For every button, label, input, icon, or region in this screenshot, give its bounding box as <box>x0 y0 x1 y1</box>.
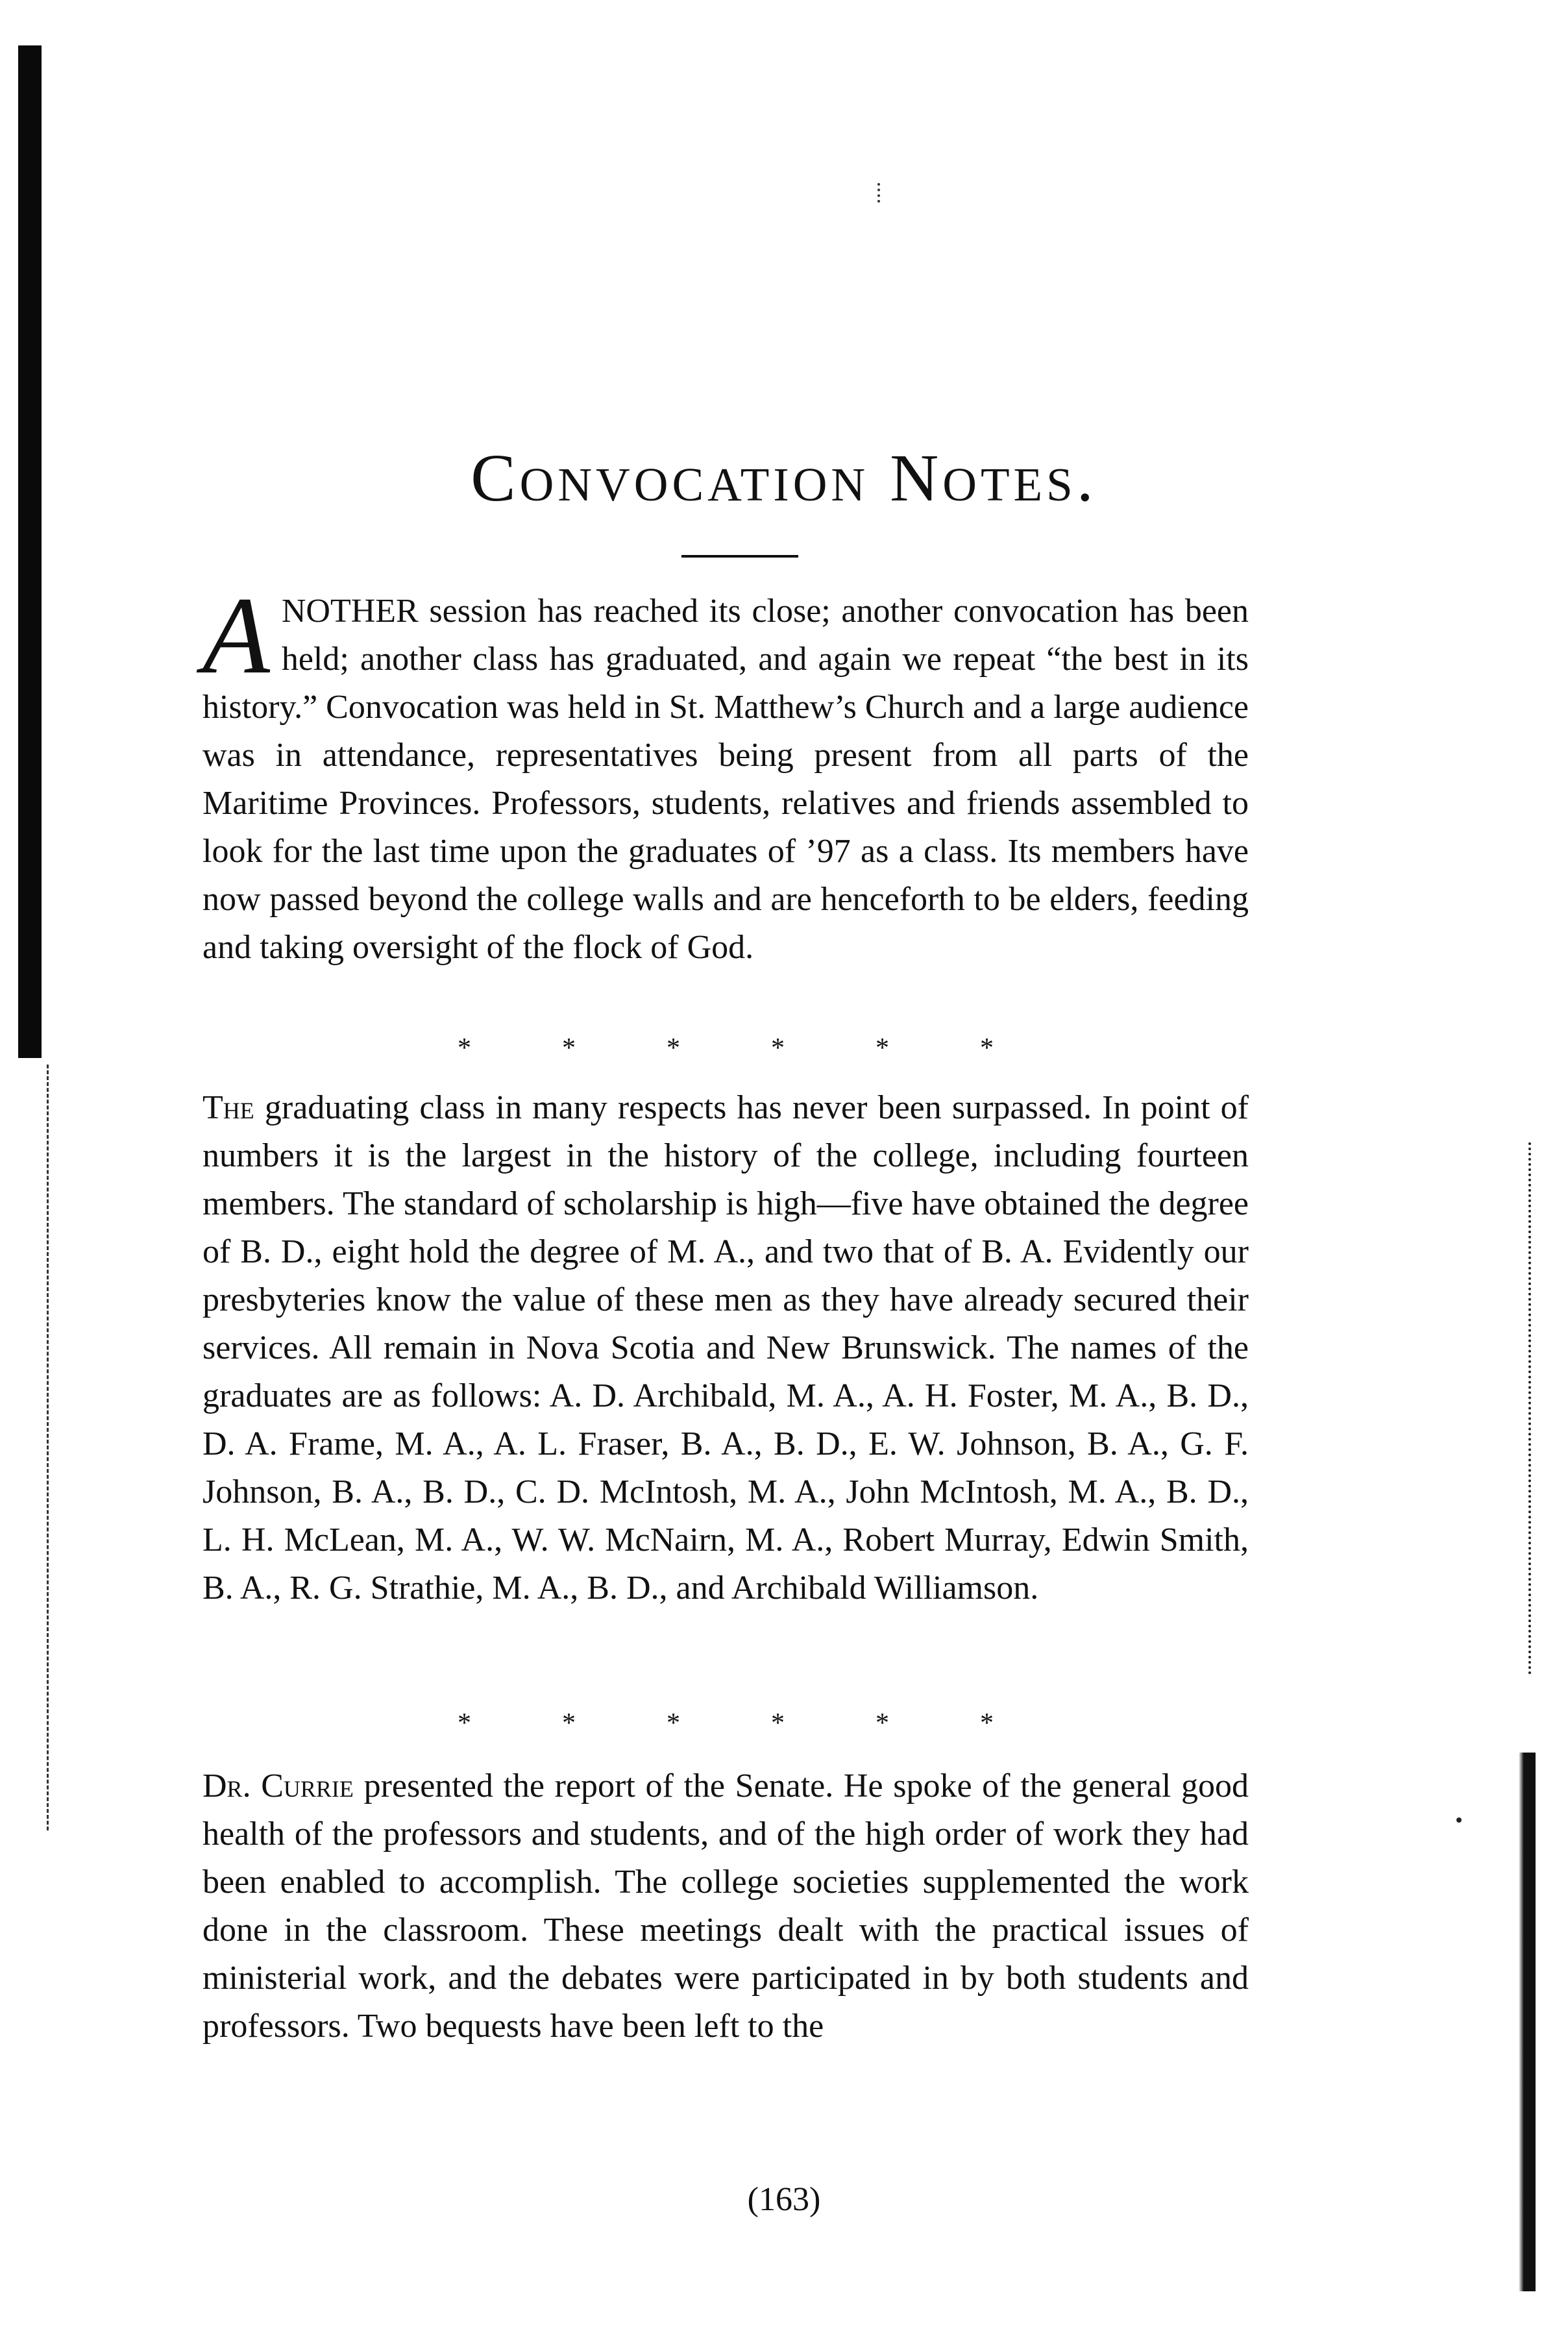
separator-star: * <box>876 1708 889 1738</box>
title-rule <box>681 555 798 558</box>
paragraph-2 <box>202 1084 1249 1612</box>
separator-star: * <box>562 1708 576 1738</box>
paragraph-1-lead: NOTHER <box>281 593 419 630</box>
scan-right-edge-marks <box>1528 1142 1531 1675</box>
paragraph-3-lead: Dr. Currie <box>202 1767 354 1804</box>
separator-star: * <box>771 1708 785 1738</box>
page-title: Convocation Notes. <box>471 441 1097 515</box>
page-number: (163) <box>747 2181 821 2218</box>
separator-star: * <box>771 1033 785 1063</box>
separator-star: * <box>458 1033 471 1063</box>
paragraph-3 <box>202 1762 1249 2050</box>
drop-cap: A <box>202 574 270 696</box>
paragraph-2-lead: The <box>202 1089 254 1126</box>
scan-speck <box>877 183 883 203</box>
separator-star: * <box>876 1033 889 1063</box>
section-separator-2 <box>202 1707 1249 1740</box>
paragraph-3-text: presented the report of the Senate. He spoke of the general good health of the professors and students, and of the high order of work they had been enabled to accomplish. The college societies supplemented the work done in the classroom. These meetings dealt with the practical issues of ministerial work, and the debates were participated in by both students and professors. Two bequests have been left to the <box>202 1767 1249 2045</box>
paragraph-1 <box>202 574 1249 972</box>
scan-left-edge-marks <box>47 1065 49 1830</box>
section-separator-1 <box>202 1032 1249 1065</box>
separator-star: * <box>980 1033 994 1063</box>
separator-star: * <box>980 1708 994 1738</box>
paragraph-1-text: session has reached its close; another convocation has been held; another class has graduated, and again we repeat “the best in its history.” Convocation was held in St. Matthew’s Church and a large audience was in attendance, representatives being present from all parts of the Maritime Provinces. Professors, students, relatives and friends assembled to look for the last time upon the graduates of ’97 as a class. Its members have now passed beyond the college walls and are henceforth to be elders, feeding and taking oversight of the flock of God. <box>202 593 1249 966</box>
scan-dot <box>1456 1817 1462 1823</box>
separator-star: * <box>458 1708 471 1738</box>
scan-binding-edge <box>18 45 42 1058</box>
paragraph-2-text: graduating class in many respects has never been surpassed. In point of numbers it is the largest in the history of the college, including fourteen members. The standard of scholarship is high—five have obtained the degree of B. D., eight hold the degree of M. A., and two that of B. A. Evidently our presbyteries know the value of these men as they have already secured their services. All remain in Nova Scotia and New Brunswick. The names of the graduates are as follows: A. D. Archibald, M. A., A. H. Foster, M. A., B. D., D. A. Frame, M. A., A. L. Fraser, B. A., B. D., E. W. Johnson, B. A., G. F. Johnson, B. A., B. D., C. D. McIntosh, M. A., John McIntosh, M. A., B. D., L. H. McLean, M. A., W. W. McNairn, M. A., Robert Murray, Edwin Smith, B. A., R. G. Strathie, M. A., B. D., and Archibald Williamson. <box>202 1089 1249 1607</box>
separator-star: * <box>562 1033 576 1063</box>
separator-star: * <box>667 1033 680 1063</box>
separator-star: * <box>667 1708 680 1738</box>
